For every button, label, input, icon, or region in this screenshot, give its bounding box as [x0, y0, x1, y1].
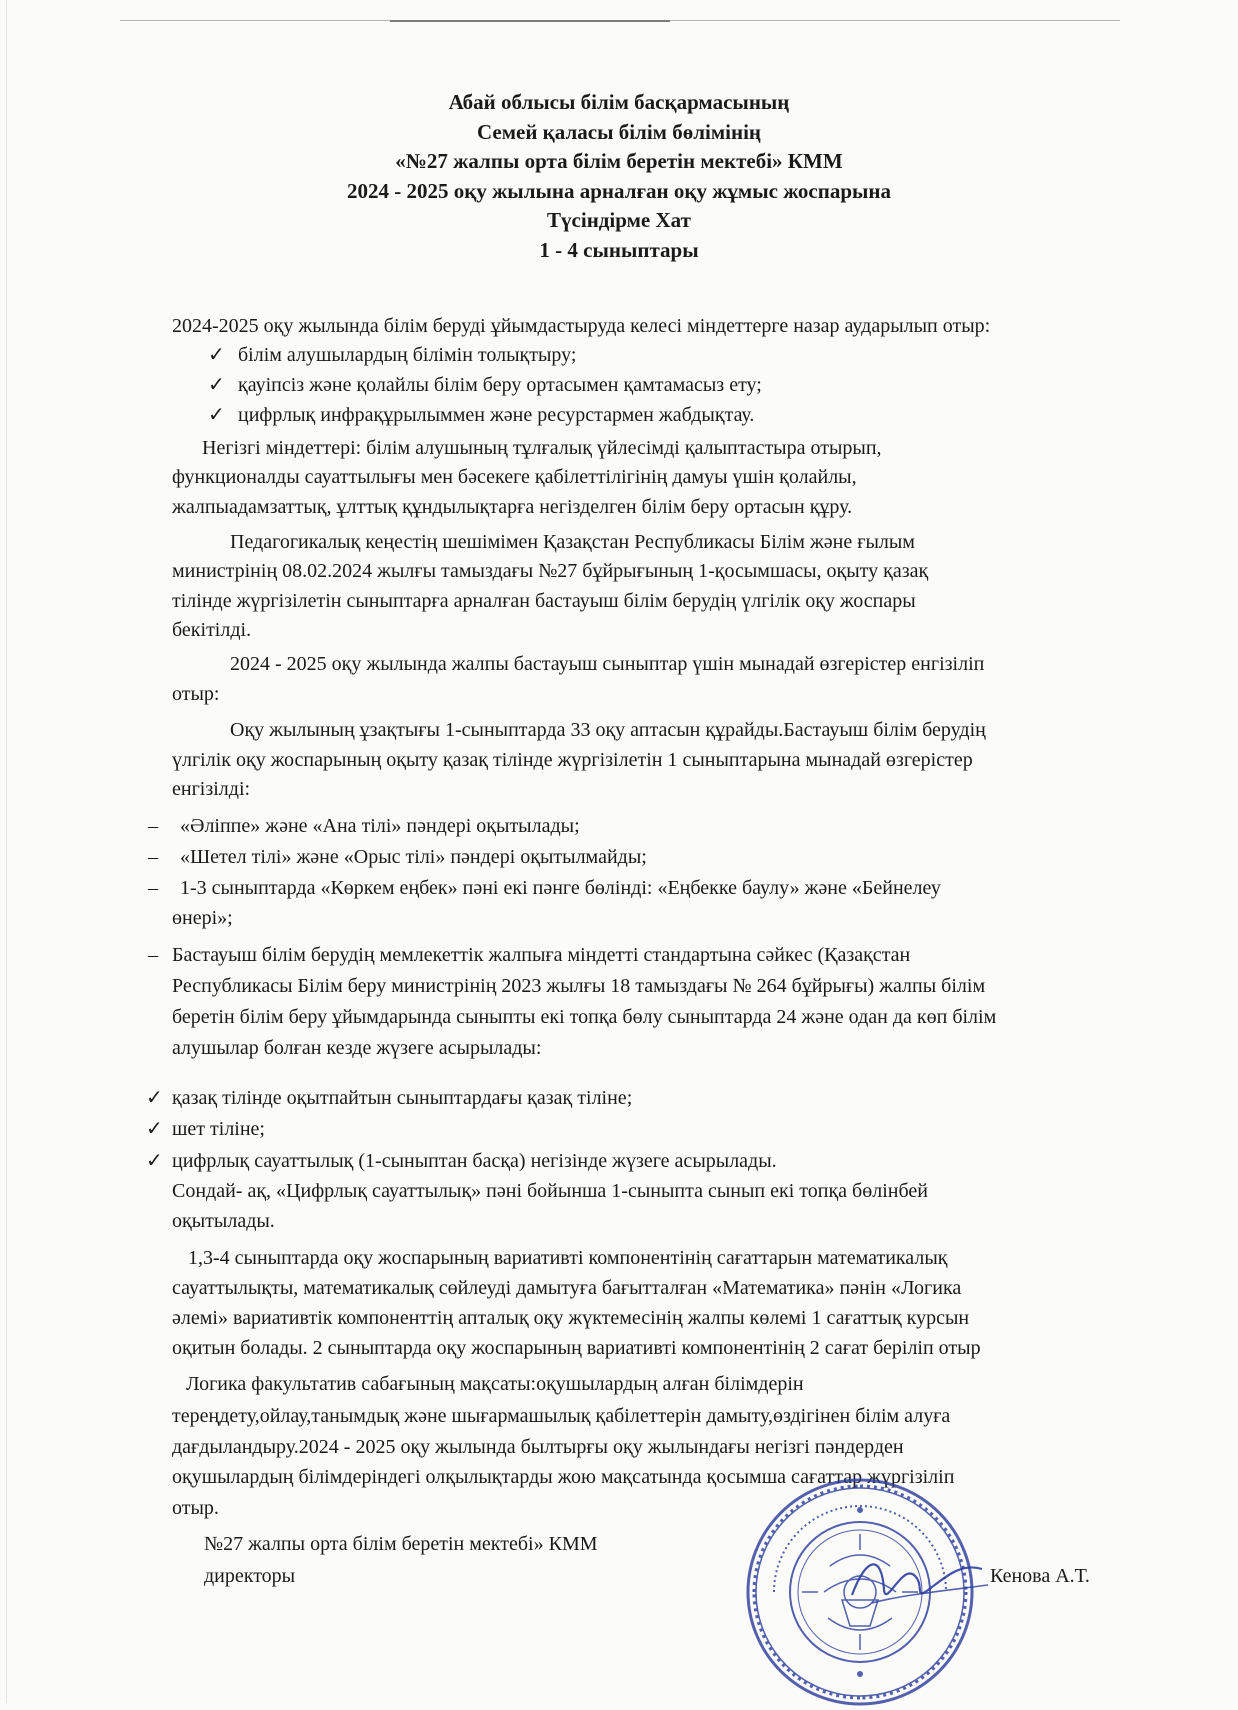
header-line: Семей қаласы білім бөлімінің — [476, 119, 762, 144]
header-line: «№27 жалпы орта білім беретін мектебі» КММ — [395, 149, 843, 173]
task-item: ✓ қауіпсіз және қолайлы білім беру ортасымен қамтамасыз ету; — [208, 371, 762, 401]
intro-paragraph: 2024-2025 оқу жылында білім беруді ұйымдастыруда келесі міндеттерге назар аударылып отыр: — [172, 315, 991, 337]
signature-title: директоры — [204, 1565, 296, 1587]
dash-icon: – — [148, 846, 158, 868]
checkmark-icon: ✓ — [146, 1118, 163, 1140]
dash-item-continuation: алушылар болған кезде жүзеге асырылады: — [172, 1037, 542, 1059]
dash-icon: – — [148, 944, 158, 966]
check-item: ✓ қазақ тілінде оқытпайтын сыныптардағы қазақ тіліне; — [146, 1084, 632, 1114]
task-item: ✓ білім алушылардың білімін толықтыру; — [208, 341, 576, 371]
dash-item-continuation: Республикасы Білім беру министрінің 2023 жылғы 18 тамыздағы № 264 бұйрығы) жалпы білім — [172, 975, 986, 997]
scan-artifact-line — [390, 20, 670, 22]
grades-subtitle: 1 - 4 сыныптары — [539, 237, 699, 262]
dash-item-continuation: беретін білім беру ұйымдарында сыныпты екі топқа бөлу сыныптарда 24 және одан да көп білім — [172, 1006, 997, 1028]
checkmark-icon: ✓ — [208, 344, 225, 366]
check-item: ✓ цифрлық сауаттылық (1-сыныптан басқа) негізінде жүзеге асырылады. — [146, 1147, 777, 1177]
handwritten-signature — [842, 1545, 992, 1615]
checkmark-icon: ✓ — [208, 374, 225, 396]
header-line: Абай облысы білім басқармасының — [448, 90, 790, 114]
dash-item: – Бастауыш білім берудің мемлекеттік жалпыға міндетті стандартына сәйкес (Қазақстан — [148, 941, 910, 971]
dash-item: – 1-3 сыныптарда «Көркем еңбек» пәні екі пәнге бөлінді: «Еңбекке баулу» және «Бейнелеу — [148, 874, 941, 904]
checkmark-icon: ✓ — [208, 404, 225, 426]
check-item: ✓ шет тіліне; — [146, 1115, 265, 1145]
signature-name: Кенова А.Т. — [990, 1565, 1090, 1587]
checkmark-icon: ✓ — [146, 1087, 163, 1109]
task-item: ✓ цифрлық инфрақұрылыммен және ресурстармен жабдықтау. — [208, 401, 754, 431]
signature-org: №27 жалпы орта білім беретін мектебі» КММ — [204, 1533, 598, 1555]
checkmark-icon: ✓ — [146, 1150, 163, 1172]
dash-item: – «Шетел тілі» және «Орыс тілі» пәндері оқытылмайды; — [148, 843, 647, 873]
header-line: 2024 - 2025 оқу жылына арналған оқу жұмыс жоспарына — [346, 178, 892, 203]
dash-item: – «Әліппе» және «Ана тілі» пәндері оқытылады; — [148, 812, 580, 842]
dash-icon: – — [148, 877, 158, 899]
dash-item-continuation: өнері»; — [172, 907, 233, 929]
dash-icon: – — [148, 815, 158, 837]
document-header — [0, 88, 1238, 265]
document-title: Түсіндірме Хат — [547, 208, 691, 232]
